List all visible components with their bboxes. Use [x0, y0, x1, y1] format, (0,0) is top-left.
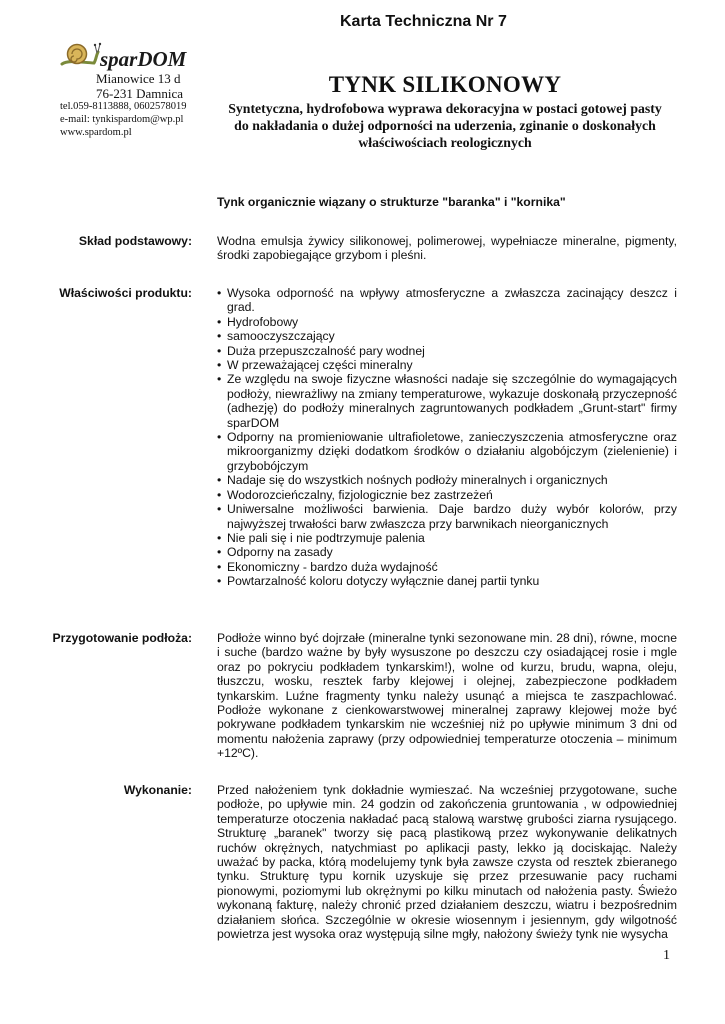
contact-block	[60, 100, 186, 139]
property-item: • Hydrofobowy	[217, 315, 677, 329]
property-item: • Ekonomiczny - bardzo duża wydajność	[217, 560, 677, 574]
property-item: • Powtarzalność koloru dotyczy wyłącznie danej partii tynku	[217, 574, 677, 588]
properties-list-wrap	[217, 286, 677, 589]
application-text: Przed nałożeniem tynk dokładnie wymieszać. Na wcześniej przygotowane, suche podłoże, po upływie min. 24 godzin od zakończenia gruntowania , w odpowiedniej temperaturze otoczenia nakładać pacą stalową warstwę grubości ziarna rysującego. Strukturę „baranek" tworzy się pacą plastikową przez wykonywanie delikatnych ruchów okrężnych, natychmiast po aplikacji pasty, lekko ją dociskając. Należy uważać by packa, którą modelujemy tynk była zawsze czysta od resztek zbieranego tynku. Strukturę typu kornik uzyskuje się przez przesuwanie pacy ruchami pionowymi, poziomymi lub okrężnymi po kilku minutach od nałożenia pasty. Świeżo wykonaną fakturę, należy chronić przed działaniem deszczu, wiatru i bezpośrednim działaniem słońca. Szczególnie w okresie wiosennym i jesiennym, gdy wilgotność powietrza jest wysoka oraz występują silne mgły, nałożony świeży tynk nie wysycha	[217, 783, 677, 942]
intro-line: Tynk organicznie wiązany o strukturze "baranka" i "kornika"	[217, 195, 566, 209]
surface-prep-text: Podłoże winno być dojrzałe (mineralne tynki sezonowane min. 28 dni), równe, mocne i suche (bardzo ważne by były wysuszone po deszczu czy osiadającej rosie i mgle oraz po pokryciu podkładem tynkarskim!), wolne od kurzu, brudu, wapna, oleju, tłuszczu, wosku, resztek farby klejowej i olejnej, zabezpieczone podkładem tynkarskim. Luźne fragmenty tynku należy usunąć a miejsca te zaszpachlować. Podłoże wykonane z cienkowarstwowej mineralnej zaprawy klejowej może być pokrywane podkładem tynkarskim nie wcześniej niż po upływie minimum 3 dni od momentu nałożenia zaprawy (przy odpowiedniej temperaturze otoczenia – minimum +12ºC).	[217, 631, 677, 761]
surface-prep-label: Przygotowanie podłoża:	[52, 631, 192, 645]
company-name: sparDOM	[100, 47, 187, 71]
property-item: • Duża przepuszczalność pary wodnej	[217, 344, 677, 358]
composition-label: Skład podstawowy:	[78, 234, 192, 248]
property-item: • Odporny na zasady	[217, 545, 677, 559]
composition-text: Wodna emulsja żywicy silikonowej, polimerowej, wypełniacze mineralne, pigmenty, środki zapobiegające grzybom i pleśni.	[217, 234, 677, 263]
properties-list	[217, 286, 677, 589]
email: e-mail: tynkispardom@wp.pl	[60, 114, 184, 125]
snail-icon	[60, 38, 102, 68]
sheet-title: Karta Techniczna Nr 7	[340, 13, 507, 30]
product-subtitle: Syntetyczna, hydrofobowa wyprawa dekoracyjna w postaci gotowej pasty do nakładania o dużej odporności na uderzenia, zginanie o doskonałych właściwościach reologicznych	[228, 101, 662, 150]
properties-label: Właściwości produktu:	[59, 286, 192, 300]
phone: tel.059-8113888, 0602578019	[60, 101, 187, 112]
property-item: • Wodorozcieńczalny, fizjologicznie bez zastrzeżeń	[217, 488, 677, 502]
application-label: Wykonanie:	[123, 783, 192, 797]
property-item: • Nadaje się do wszystkich nośnych podłoży mineralnych i organicznych	[217, 473, 677, 487]
address-line-1: Mianowice 13 d	[96, 71, 181, 86]
property-item: • Odporny na promieniowanie ultrafioletowe, zanieczyszczenia atmosferyczne oraz mikroorganizmy dzięki dodatkom środków o działaniu algobójczym (zielenienie) i grzybobójczym	[217, 430, 677, 473]
property-item: • Uniwersalne możliwości barwienia. Daje bardzo duży wybór kolorów, przy najwyższej trwałości barw zwłaszcza przy barwnikach nieorganicznych	[217, 502, 677, 531]
property-item: • Nie pali się i nie podtrzymuje palenia	[217, 531, 677, 545]
page-number: 1	[663, 948, 670, 963]
product-title: TYNK SILIKONOWY	[328, 72, 562, 97]
address-line-2: 76-231 Damnica	[96, 86, 184, 101]
property-item: • Ze względu na swoje fizyczne własności nadaje się szczególnie do wymagających podłoży, niewrażliwy na zmiany temperaturowe, wykazuje doskonałą przyczepność (adhezję) do podłoży mineralnych zagruntowanych podkładem „Grunt-start" firmy sparDOM	[217, 372, 677, 430]
website: www.spardom.pl	[60, 127, 132, 138]
company-logo	[60, 38, 200, 71]
property-item: • Wysoka odporność na wpływy atmosferyczne a zwłaszcza zacinający deszcz i grad.	[217, 286, 677, 315]
property-item: • W przeważającej części mineralny	[217, 358, 677, 372]
property-item: • samooczyszczający	[217, 329, 677, 343]
